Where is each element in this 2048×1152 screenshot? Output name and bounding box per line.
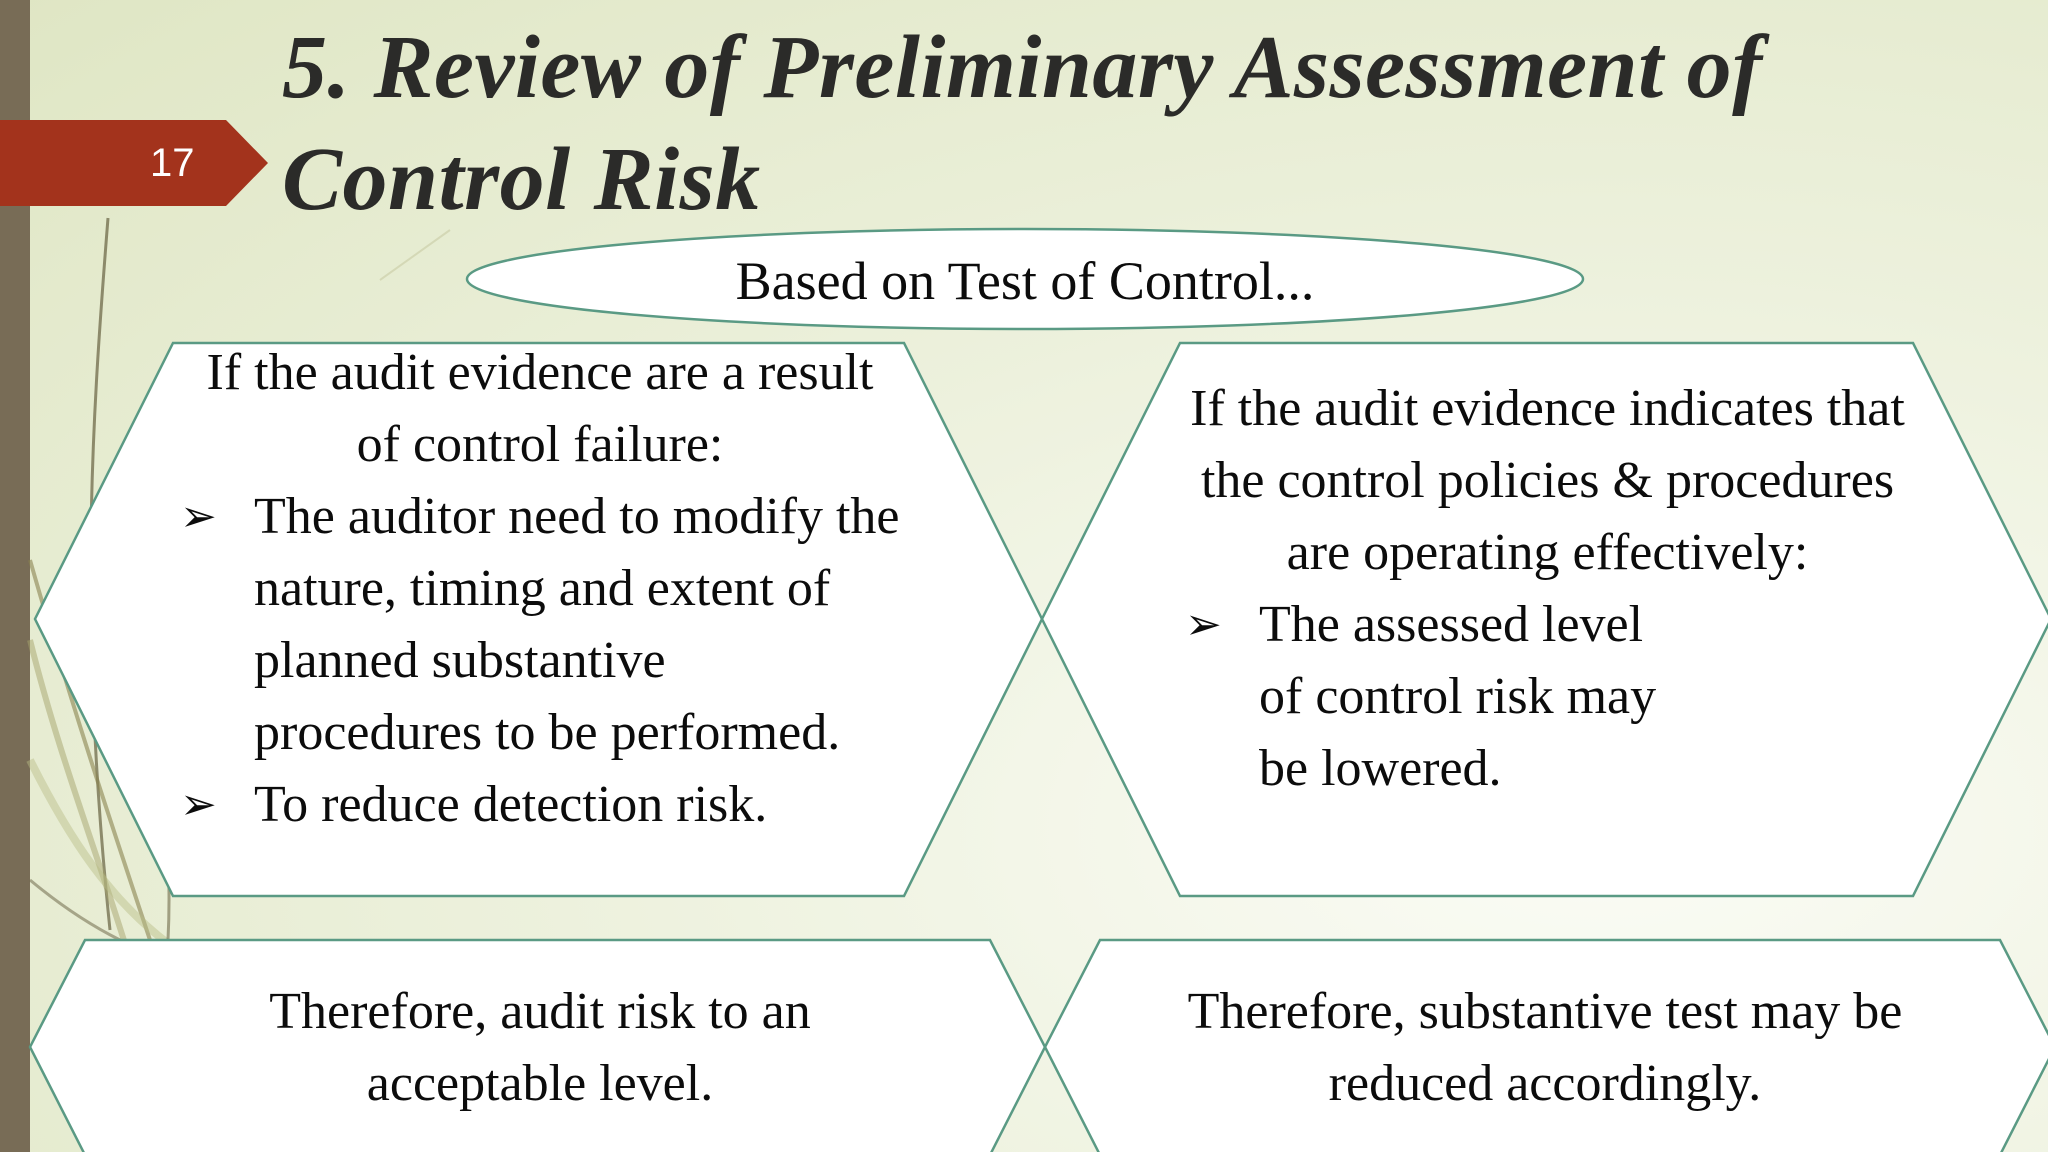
slide-number: 17: [150, 141, 195, 185]
left-bullet-2: [180, 769, 900, 841]
arrowhead-bullet-icon: ➢: [180, 492, 217, 541]
right-bullet-1: [1185, 589, 1679, 805]
right-hexagon-intro: If the audit evidence indicates that the control policies & procedures are operating effectively:: [1190, 380, 1905, 581]
left-bullet-1: [180, 481, 900, 769]
left-hexagon-intro: If the audit evidence are a result of control failure:: [206, 344, 874, 473]
bottom-left-text: Therefore, audit risk to an acceptable level.: [269, 983, 811, 1112]
right-bullet-1-text: The assessed level of control risk may be lowered.: [1259, 596, 1657, 797]
bottom-right-text: Therefore, substantive test may be reduced accordingly.: [1187, 983, 1903, 1112]
left-hexagon-content: [180, 337, 900, 841]
left-bullet-1-text: The auditor need to modify the nature, timing and extent of planned substantive procedures to be performed.: [254, 488, 900, 761]
left-bullet-2-text: To reduce detection risk.: [254, 776, 768, 833]
arrowhead-bullet-icon: ➢: [1185, 600, 1222, 649]
slide-title: 5. Review of Preliminary Assessment of Control Risk: [282, 18, 1763, 229]
right-hexagon-content: [1185, 373, 1910, 805]
oval-label: Based on Test of Control...: [735, 251, 1315, 311]
arrowhead-bullet-icon: ➢: [180, 780, 217, 829]
